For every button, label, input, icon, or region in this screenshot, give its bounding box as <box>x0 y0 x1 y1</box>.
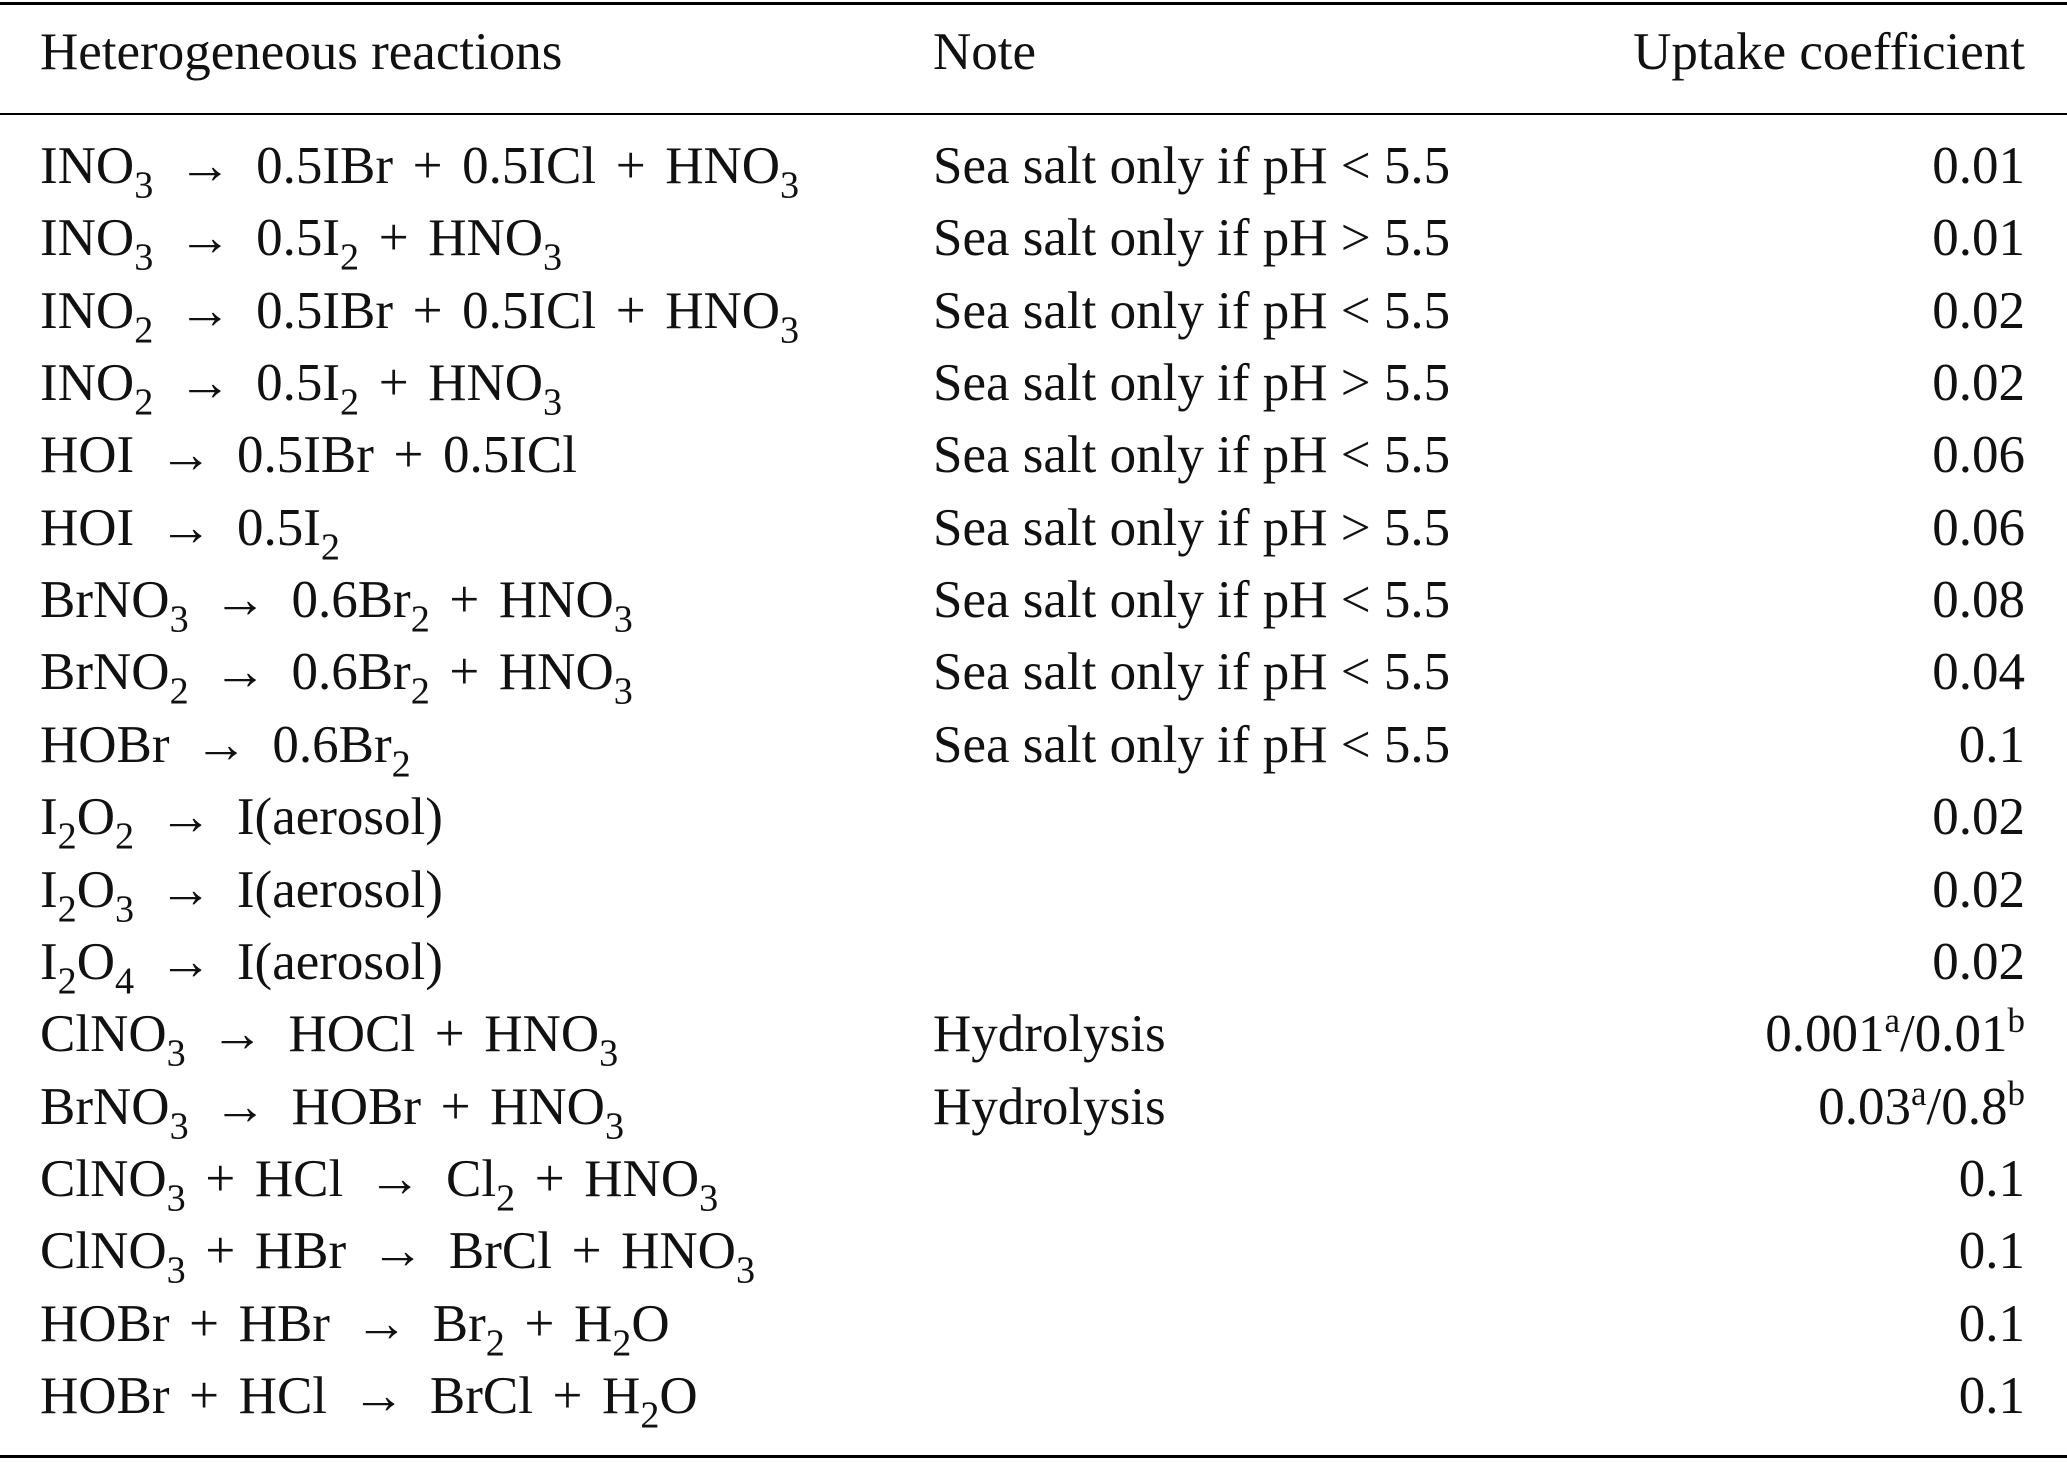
formula-text: 0.02 <box>1932 932 2025 991</box>
formula-text: 0.03 <box>1818 1077 1911 1136</box>
subscript: 3 <box>780 309 800 352</box>
note-cell: Sea salt only if pH > 5.5 <box>933 209 1451 268</box>
reaction-cell <box>40 498 340 569</box>
formula-text: HNO <box>498 643 614 702</box>
header-uptake: Uptake coefficient <box>1633 23 2025 81</box>
formula-text: BrNO <box>40 571 170 630</box>
reaction-cell <box>40 136 800 207</box>
subscript: 3 <box>599 1032 619 1075</box>
formula-text: 0.5IBr <box>256 137 393 195</box>
reaction-arrow: → <box>145 788 226 847</box>
subscript: 2 <box>485 1322 505 1365</box>
formula-text: I <box>40 932 58 991</box>
reaction-cell <box>40 1294 670 1365</box>
subscript: 2 <box>612 1322 632 1365</box>
formula-text: O <box>76 932 116 991</box>
subscript: 2 <box>115 815 135 858</box>
plus-operator: + <box>539 1366 596 1425</box>
formula-text: 0.1 <box>1958 1294 2025 1353</box>
formula-text: 0.5IBr <box>256 281 393 340</box>
reaction-cell <box>40 1149 719 1220</box>
uptake-cell <box>1959 1366 2025 1426</box>
plus-operator: + <box>365 354 422 413</box>
formula-text: 0.02 <box>1932 354 2025 413</box>
formula-text: BrCl <box>429 1366 533 1425</box>
formula-text: ClNO <box>40 1222 167 1281</box>
plus-operator: + <box>192 1149 249 1208</box>
note-cell: Sea salt only if pH > 5.5 <box>933 498 1451 557</box>
formula-text: HOI <box>40 498 135 557</box>
formula-text: INO <box>40 281 135 340</box>
formula-text: BrNO <box>40 643 170 702</box>
subscript: 3 <box>169 598 189 641</box>
subscript: 3 <box>543 381 563 424</box>
formula-text: I(aerosol) <box>236 932 443 991</box>
subscript: 3 <box>613 670 633 713</box>
formula-text: HOBr <box>40 1366 170 1425</box>
formula-text: ClNO <box>40 1149 167 1208</box>
reaction-arrow: → <box>338 1366 419 1425</box>
table-header-row <box>0 22 2067 86</box>
uptake-cell <box>1932 425 2025 485</box>
reaction-arrow: → <box>145 860 226 919</box>
formula-text: INO <box>40 354 135 413</box>
subscript: 2 <box>340 236 360 279</box>
formula-text: O <box>659 1366 698 1425</box>
formula-text: 0.01 <box>1932 137 2025 195</box>
formula-text: 0.02 <box>1932 788 2025 847</box>
formula-text: INO <box>40 137 135 195</box>
formula-text: HBr <box>254 1222 347 1281</box>
subscript: 2 <box>57 815 77 858</box>
formula-text: 0.02 <box>1932 281 2025 340</box>
subscript: 3 <box>166 1249 186 1292</box>
superscript: a <box>1911 1073 1927 1113</box>
superscript: b <box>2007 1000 2025 1040</box>
subscript: 3 <box>166 1032 186 1075</box>
subscript: 2 <box>340 381 360 424</box>
formula-text: HNO <box>428 354 544 413</box>
plus-operator: + <box>511 1294 568 1353</box>
formula-text: HNO <box>498 571 614 630</box>
formula-text: /0.8 <box>1926 1077 2008 1136</box>
plus-operator: + <box>436 643 493 702</box>
formula-text: 0.01 <box>1932 209 2025 268</box>
formula-text: 0.5IBr <box>237 426 374 485</box>
uptake-cell <box>1932 787 2025 847</box>
plus-operator: + <box>175 1294 233 1353</box>
reaction-cell <box>40 208 563 279</box>
formula-text: O <box>76 788 116 847</box>
formula-text: HBr <box>238 1294 330 1353</box>
formula-text: ClNO <box>40 1005 167 1064</box>
subscript: 3 <box>543 236 563 279</box>
formula-text: HOBr <box>291 1077 422 1136</box>
subscript: 3 <box>134 164 154 207</box>
formula-text: 0.1 <box>1958 1366 2025 1425</box>
subscript: 2 <box>410 670 430 713</box>
formula-text: HOBr <box>40 1294 170 1353</box>
formula-text: HNO <box>665 281 781 340</box>
reaction-cell <box>40 642 633 713</box>
formula-text: I <box>40 788 58 847</box>
plus-operator: + <box>602 137 659 195</box>
formula-text: INO <box>40 209 135 268</box>
header-note: Note <box>933 23 1037 81</box>
formula-text: 0.06 <box>1932 426 2025 485</box>
reaction-arrow: → <box>164 354 245 413</box>
plus-operator: + <box>602 281 659 340</box>
reaction-arrow: → <box>200 643 280 702</box>
subscript: 3 <box>115 888 135 930</box>
formula-text: HNO <box>665 137 781 195</box>
note-cell: Sea salt only if pH < 5.5 <box>933 137 1451 195</box>
formula-text: 0.5I <box>256 354 340 413</box>
note-cell: Hydrolysis <box>933 1005 1166 1064</box>
reaction-cell <box>40 1366 698 1437</box>
formula-text: I(aerosol) <box>236 860 443 919</box>
note-cell: Sea salt only if pH > 5.5 <box>933 354 1451 413</box>
formula-text: 0.5ICl <box>462 281 597 340</box>
reaction-arrow: → <box>341 1294 422 1353</box>
uptake-cell <box>1959 1294 2025 1354</box>
plus-operator: + <box>399 281 456 340</box>
uptake-cell <box>1932 136 2025 196</box>
superscript: b <box>2007 1073 2025 1113</box>
uptake-cell <box>1932 642 2025 702</box>
reaction-arrow: → <box>145 932 226 991</box>
plus-operator: + <box>521 1149 578 1208</box>
formula-text: 0.5I <box>256 209 340 268</box>
formula-text: HNO <box>584 1149 700 1208</box>
header-reaction: Heterogeneous reactions <box>40 23 563 81</box>
formula-text: 0.1 <box>1958 1222 2025 1281</box>
plus-operator: + <box>399 137 456 195</box>
formula-text: HNO <box>484 1005 600 1064</box>
subscript: 3 <box>613 598 633 641</box>
reaction-arrow: → <box>200 571 280 630</box>
formula-text: HOBr <box>40 715 170 774</box>
header-rule <box>0 113 2067 115</box>
subscript: 2 <box>496 1177 516 1220</box>
reaction-arrow: → <box>145 426 226 485</box>
formula-text: 0.6Br <box>272 715 392 774</box>
formula-text: 0.06 <box>1932 498 2025 557</box>
formula-text: HCl <box>238 1366 328 1425</box>
formula-text: 0.5I <box>237 498 321 557</box>
reaction-cell <box>40 1077 625 1148</box>
formula-text: 0.5ICl <box>462 137 597 195</box>
formula-text: 0.6Br <box>291 571 411 630</box>
plus-operator: + <box>421 1005 478 1064</box>
formula-text: 0.6Br <box>291 643 411 702</box>
formula-text: 0.001 <box>1765 1005 1885 1064</box>
uptake-cell <box>1932 570 2025 630</box>
plus-operator: + <box>192 1222 249 1281</box>
subscript: 3 <box>169 1105 189 1148</box>
plus-operator: + <box>365 209 422 268</box>
subscript: 2 <box>640 1394 660 1437</box>
note-cell: Sea salt only if pH < 5.5 <box>933 426 1451 485</box>
superscript: a <box>1884 1000 1901 1040</box>
formula-text: 0.5ICl <box>443 426 578 485</box>
reaction-cell <box>40 570 633 641</box>
formula-text: H <box>573 1294 613 1353</box>
reaction-arrow: → <box>181 715 261 774</box>
reaction-cell <box>40 787 443 858</box>
uptake-cell <box>1932 932 2025 992</box>
formula-text: O <box>631 1294 670 1353</box>
subscript: 2 <box>57 960 77 1003</box>
reaction-arrow: → <box>164 209 245 268</box>
formula-text: 0.1 <box>1958 1149 2025 1208</box>
subscript: 3 <box>699 1177 719 1220</box>
subscript: 2 <box>134 381 154 424</box>
reaction-cell <box>40 281 800 352</box>
formula-text: /0.01 <box>1900 1005 2008 1064</box>
uptake-cell <box>1932 498 2025 558</box>
formula-text: HNO <box>428 209 544 268</box>
reaction-cell <box>40 860 443 930</box>
subscript: 3 <box>134 236 154 279</box>
subscript: 3 <box>166 1177 186 1220</box>
subscript: 2 <box>134 309 154 352</box>
plus-operator: + <box>436 571 493 630</box>
subscript: 2 <box>320 526 340 569</box>
reaction-arrow: → <box>357 1222 438 1281</box>
note-cell: Hydrolysis <box>933 1077 1166 1136</box>
formula-text: HOCl <box>288 1005 416 1064</box>
formula-text: I <box>40 860 58 919</box>
reaction-cell <box>40 1004 619 1075</box>
formula-text: 0.1 <box>1958 715 2025 774</box>
bottom-rule <box>0 1455 2067 1458</box>
subscript: 2 <box>410 598 430 641</box>
uptake-cell <box>1932 208 2025 268</box>
note-cell: Sea salt only if pH < 5.5 <box>933 571 1451 630</box>
subscript: 3 <box>780 164 800 207</box>
subscript: 2 <box>57 888 77 930</box>
reaction-arrow: → <box>164 281 245 340</box>
subscript: 3 <box>735 1249 756 1292</box>
formula-text: HCl <box>254 1149 344 1208</box>
reaction-arrow: → <box>164 137 245 195</box>
reaction-arrow: → <box>197 1005 277 1064</box>
note-cell: Sea salt only if pH < 5.5 <box>933 715 1451 774</box>
formula-text: BrCl <box>448 1222 552 1281</box>
formula-text: I(aerosol) <box>236 788 443 847</box>
uptake-cell <box>1959 715 2025 775</box>
uptake-cell <box>1765 1000 2025 1064</box>
plus-operator: + <box>427 1077 484 1136</box>
uptake-cell <box>1932 281 2025 341</box>
formula-text: 0.08 <box>1932 571 2025 630</box>
subscript: 4 <box>115 960 135 1003</box>
uptake-cell <box>1932 353 2025 413</box>
uptake-cell <box>1959 1149 2025 1209</box>
top-rule <box>0 2 2067 5</box>
reaction-cell <box>40 715 411 786</box>
uptake-cell <box>1818 1073 2025 1137</box>
subscript: 2 <box>391 743 411 786</box>
reaction-cell <box>40 353 563 424</box>
formula-text: O <box>76 860 116 919</box>
plus-operator: + <box>380 426 437 485</box>
reaction-arrow: → <box>145 498 226 557</box>
formula-text: BrNO <box>40 1077 170 1136</box>
uptake-cell <box>1932 860 2025 920</box>
subscript: 3 <box>604 1105 625 1148</box>
formula-text: 0.04 <box>1932 643 2025 702</box>
uptake-cell <box>1959 1221 2025 1281</box>
formula-text: Cl <box>446 1149 497 1208</box>
formula-text: HNO <box>621 1222 736 1281</box>
note-cell: Sea salt only if pH < 5.5 <box>933 281 1451 340</box>
reaction-cell <box>40 932 443 1003</box>
formula-text: Br <box>432 1294 486 1353</box>
formula-text: 0.02 <box>1932 860 2025 919</box>
plus-operator: + <box>175 1366 233 1425</box>
subscript: 2 <box>169 670 189 713</box>
plus-operator: + <box>558 1222 615 1281</box>
note-cell: Sea salt only if pH < 5.5 <box>933 643 1451 702</box>
formula-text: H <box>602 1366 641 1425</box>
reaction-cell <box>40 1221 756 1292</box>
formula-text: HOI <box>40 426 135 485</box>
reaction-cell <box>40 425 577 485</box>
reaction-arrow: → <box>354 1149 435 1208</box>
formula-text: HNO <box>490 1077 605 1136</box>
reaction-arrow: → <box>200 1077 280 1136</box>
